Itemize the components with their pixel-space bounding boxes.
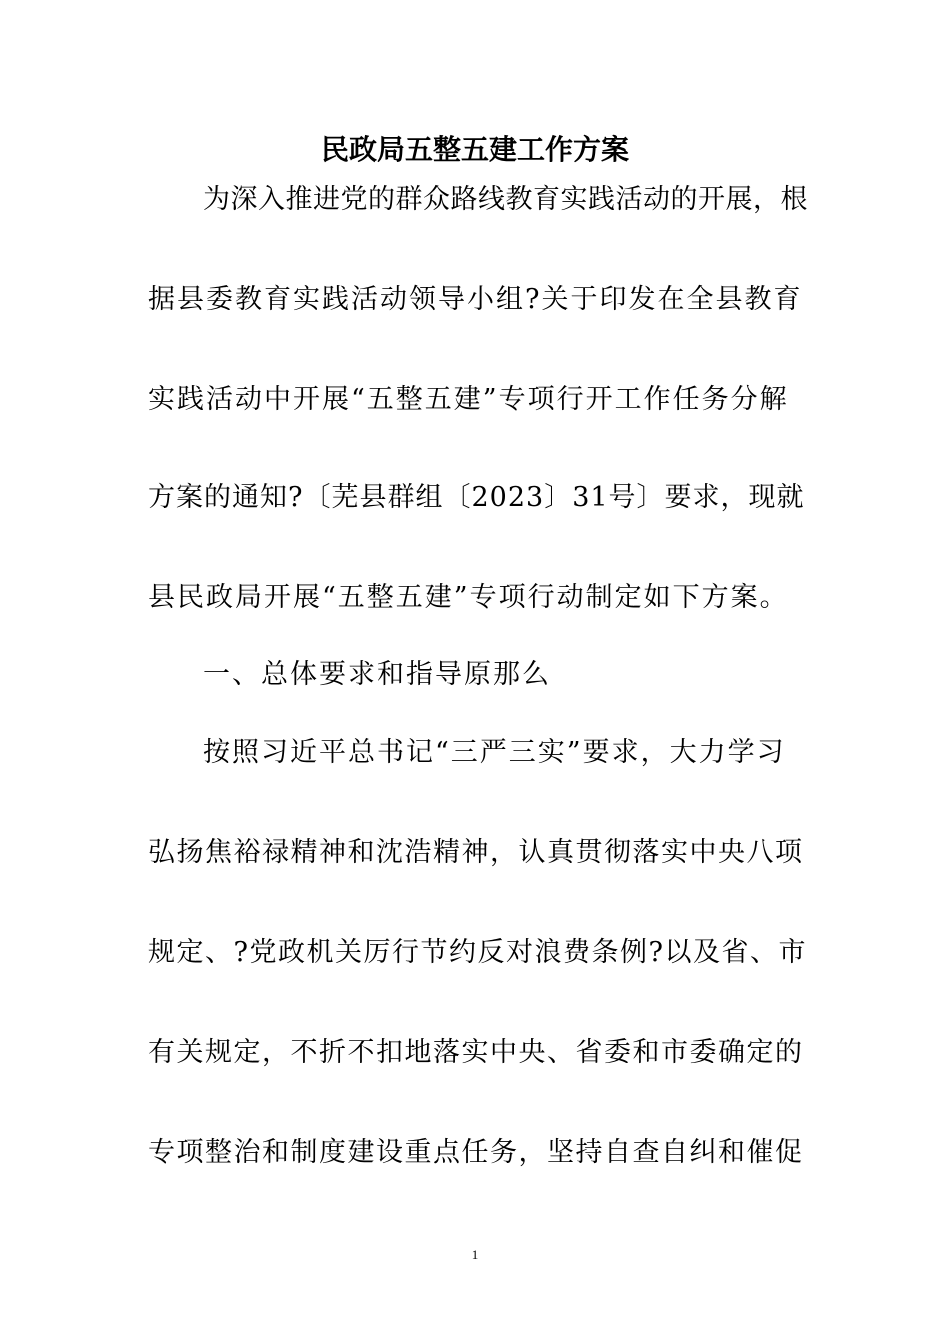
paragraph-line: 规定、?党政机关厉行节约反对浪费条例?以及省、市 — [148, 937, 807, 968]
paragraph-line: 据县委教育实践活动领导小组?关于印发在全县教育 — [148, 284, 803, 315]
document-title: 民政局五整五建工作方案 — [320, 133, 629, 166]
paragraph-line: 有关规定，不折不扣地落实中央、省委和市委确定的 — [148, 1037, 804, 1068]
section-heading: 一、总体要求和指导原那么 — [203, 659, 551, 690]
paragraph-line: 县民政局开展“五整五建”专项行动制定如下方案。 — [148, 582, 789, 613]
paragraph-line: 为深入推进党的群众路线教育实践活动的开展，根 — [203, 184, 808, 215]
paragraph-line: 按照习近平总书记“三严三实”要求，大力学习 — [203, 737, 786, 768]
paragraph-line: 弘扬焦裕禄精神和沈浩精神，认真贯彻落实中央八项 — [148, 837, 804, 868]
paragraph-line: 方案的通知?〔芜县群组〔2023〕31号〕要求，现就 — [148, 482, 805, 513]
paragraph-line: 专项整治和制度建设重点任务，坚持自查自纠和催促 — [148, 1137, 804, 1168]
page-number: 1 — [471, 1247, 479, 1262]
paragraph-line: 实践活动中开展“五整五建”专项行开工作任务分解 — [148, 384, 789, 415]
